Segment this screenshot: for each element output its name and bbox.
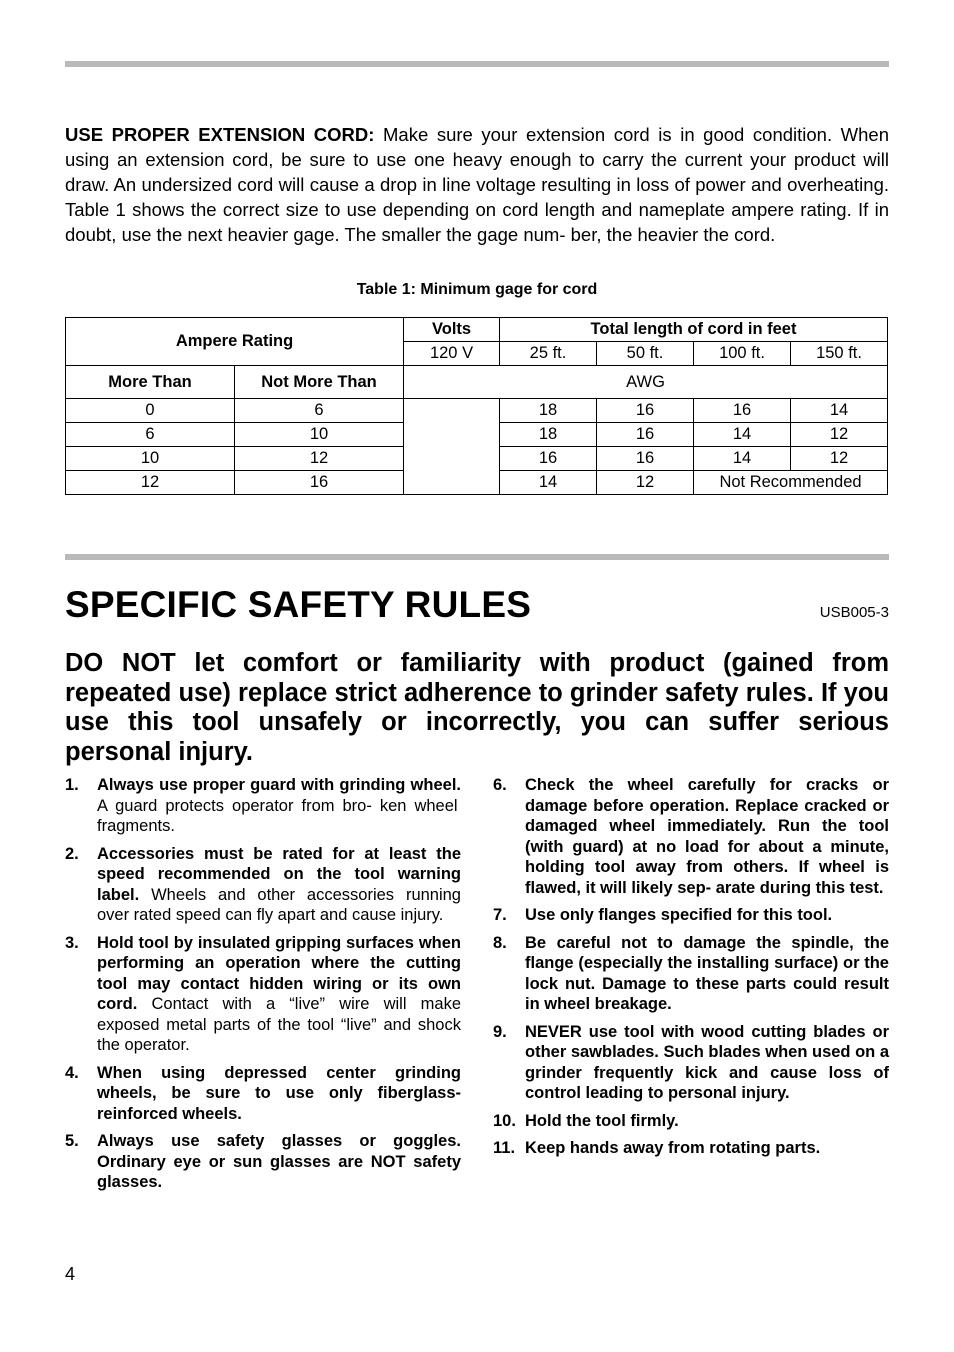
cell-100: 16: [694, 399, 791, 423]
page-number: 4: [65, 1264, 76, 1284]
item-bold-text: Always use proper guard with grinding wheel.: [97, 776, 461, 794]
list-item: [65, 933, 461, 1056]
cell-50: 16: [597, 447, 694, 471]
table-caption: Table 1: Minimum gage for cord: [356, 281, 598, 298]
header-length-100: 100 ft.: [694, 342, 791, 366]
list-item: [65, 775, 461, 837]
cell-not-more: 12: [235, 447, 404, 471]
cell-more: 12: [66, 471, 235, 495]
item-bold-text: Check the wheel carefully for cracks or damage before operation. Replace cracked or damaged wheel immediately. Run the tool (with guard) at no load for about a minute, holding tool away from others. If wheel is flawed, it will likely sep- arate during this test.: [525, 776, 889, 897]
safety-warning-lead: DO NOT let comfort or familiarity with product (gained from repeated use) replace strict adherence to grinder safety rules. If you use this tool unsafely or incorrectly, you can suffer serious personal injury.: [65, 649, 889, 766]
list-item: [65, 844, 461, 926]
item-text: Contact with a “live” wire will make exposed metal parts of the tool “live” and shock the operator.: [97, 995, 461, 1054]
item-bold-text: Use only flanges specified for this tool.: [525, 906, 833, 924]
item-number: 6.: [493, 776, 507, 794]
cell-more: 10: [66, 447, 235, 471]
cell-volts-blank: [404, 399, 500, 495]
cell-100: 14: [694, 447, 791, 471]
top-divider: [65, 61, 889, 67]
cell-25: 14: [500, 471, 597, 495]
item-bold-text: Accessories must be rated for at least the speed recommended on the tool warning label.: [97, 844, 461, 904]
item-number: 8.: [493, 933, 507, 952]
cord-gage-table: [65, 317, 888, 495]
item-bold-text: Always use safety glasses or goggles. Ordinary eye or sun glasses are NOT safety glasses.: [97, 1132, 461, 1191]
cell-50: 12: [597, 471, 694, 495]
header-length-25: 25 ft.: [500, 342, 597, 366]
list-item: [65, 1063, 461, 1125]
item-number: 7.: [493, 906, 507, 924]
section-code: USB005-3: [819, 604, 889, 621]
item-text: Wheels and other accessories running over rated speed can fly apart and cause injury.: [97, 885, 461, 924]
item-bold-text: Hold the tool firmly.: [525, 1111, 679, 1130]
item-number: 1.: [65, 776, 79, 794]
rules-right-column: [493, 775, 889, 1166]
header-not-more-than: Not More Than: [235, 366, 404, 399]
cell-50: 16: [597, 399, 694, 423]
cell-25: 18: [500, 399, 597, 423]
cell-not-recommended: Not Recommended: [694, 471, 888, 495]
item-bold-text: When using depressed center grinding wheels, be sure to use only fiberglass- reinforced wheels.: [97, 1063, 461, 1123]
item-number: 4.: [65, 1063, 79, 1082]
header-more-than: More Than: [66, 366, 235, 399]
extension-cord-heading: USE PROPER EXTENSION CORD:: [65, 124, 375, 145]
header-length-150: 150 ft.: [791, 342, 888, 366]
item-bold-text: Hold tool by insulated gripping surfaces when performing an operation where the cutting tool may contact hidden wiring or its own cord.: [97, 933, 461, 1013]
list-item: [493, 905, 889, 926]
cell-25: 16: [500, 447, 597, 471]
list-item: [493, 933, 889, 1015]
cell-100: 14: [694, 423, 791, 447]
item-bold-text: NEVER use tool with wood cutting blades or other sawblades. Such blades when used on a grinder frequently kick and cause loss of control leading to personal injury.: [525, 1022, 890, 1102]
cell-not-more: 10: [235, 423, 404, 447]
list-item: [493, 775, 889, 898]
cell-not-more: 6: [235, 399, 404, 423]
table-row: [66, 399, 888, 423]
cell-25: 18: [500, 423, 597, 447]
item-bold-text: Keep hands away from rotating parts.: [525, 1139, 821, 1157]
section-divider: [65, 554, 889, 560]
cell-50: 16: [597, 423, 694, 447]
item-number: 5.: [65, 1132, 79, 1150]
list-item: [65, 1131, 461, 1193]
item-text: A guard protects operator from bro- ken wheel fragments.: [97, 796, 458, 835]
list-item: [493, 1111, 889, 1132]
item-number: 10.: [493, 1111, 516, 1130]
rules-left-column: [65, 775, 461, 1200]
item-number: 11.: [493, 1139, 516, 1157]
list-item: [493, 1138, 889, 1159]
header-total-length: Total length of cord in feet: [500, 318, 888, 342]
cell-150: 12: [791, 447, 888, 471]
extension-cord-paragraph: [65, 122, 889, 247]
item-bold-text: Be careful not to damage the spindle, the flange (especially the installing surface) or the lock nut. Damage to these parts could result in wheel breakage.: [525, 933, 889, 1013]
cell-more: 0: [66, 399, 235, 423]
extension-cord-text: Make sure your extension cord is in good condition. When using an extension cord, be sure to use one heavy enough to carry the current your product will draw. An undersized cord will cause a drop in line voltage resulting in loss of power and overheating. Table 1 shows the correct size to use depending on cord length and nameplate ampere rating. If in doubt, use the next heavier gage. The smaller the gage num- ber, the heavier the cord.: [65, 124, 889, 245]
header-awg: AWG: [404, 366, 888, 399]
cell-more: 6: [66, 423, 235, 447]
header-ampere-rating: Ampere Rating: [66, 318, 404, 366]
cell-not-more: 16: [235, 471, 404, 495]
cell-150: 12: [791, 423, 888, 447]
item-number: 9.: [493, 1022, 507, 1041]
list-item: [493, 1022, 889, 1104]
header-volt-value: 120 V: [404, 342, 500, 366]
section-title: SPECIFIC SAFETY RULES: [65, 584, 532, 625]
item-number: 3.: [65, 933, 79, 952]
header-length-50: 50 ft.: [597, 342, 694, 366]
item-number: 2.: [65, 844, 79, 863]
header-volts: Volts: [404, 318, 500, 342]
cell-150: 14: [791, 399, 888, 423]
